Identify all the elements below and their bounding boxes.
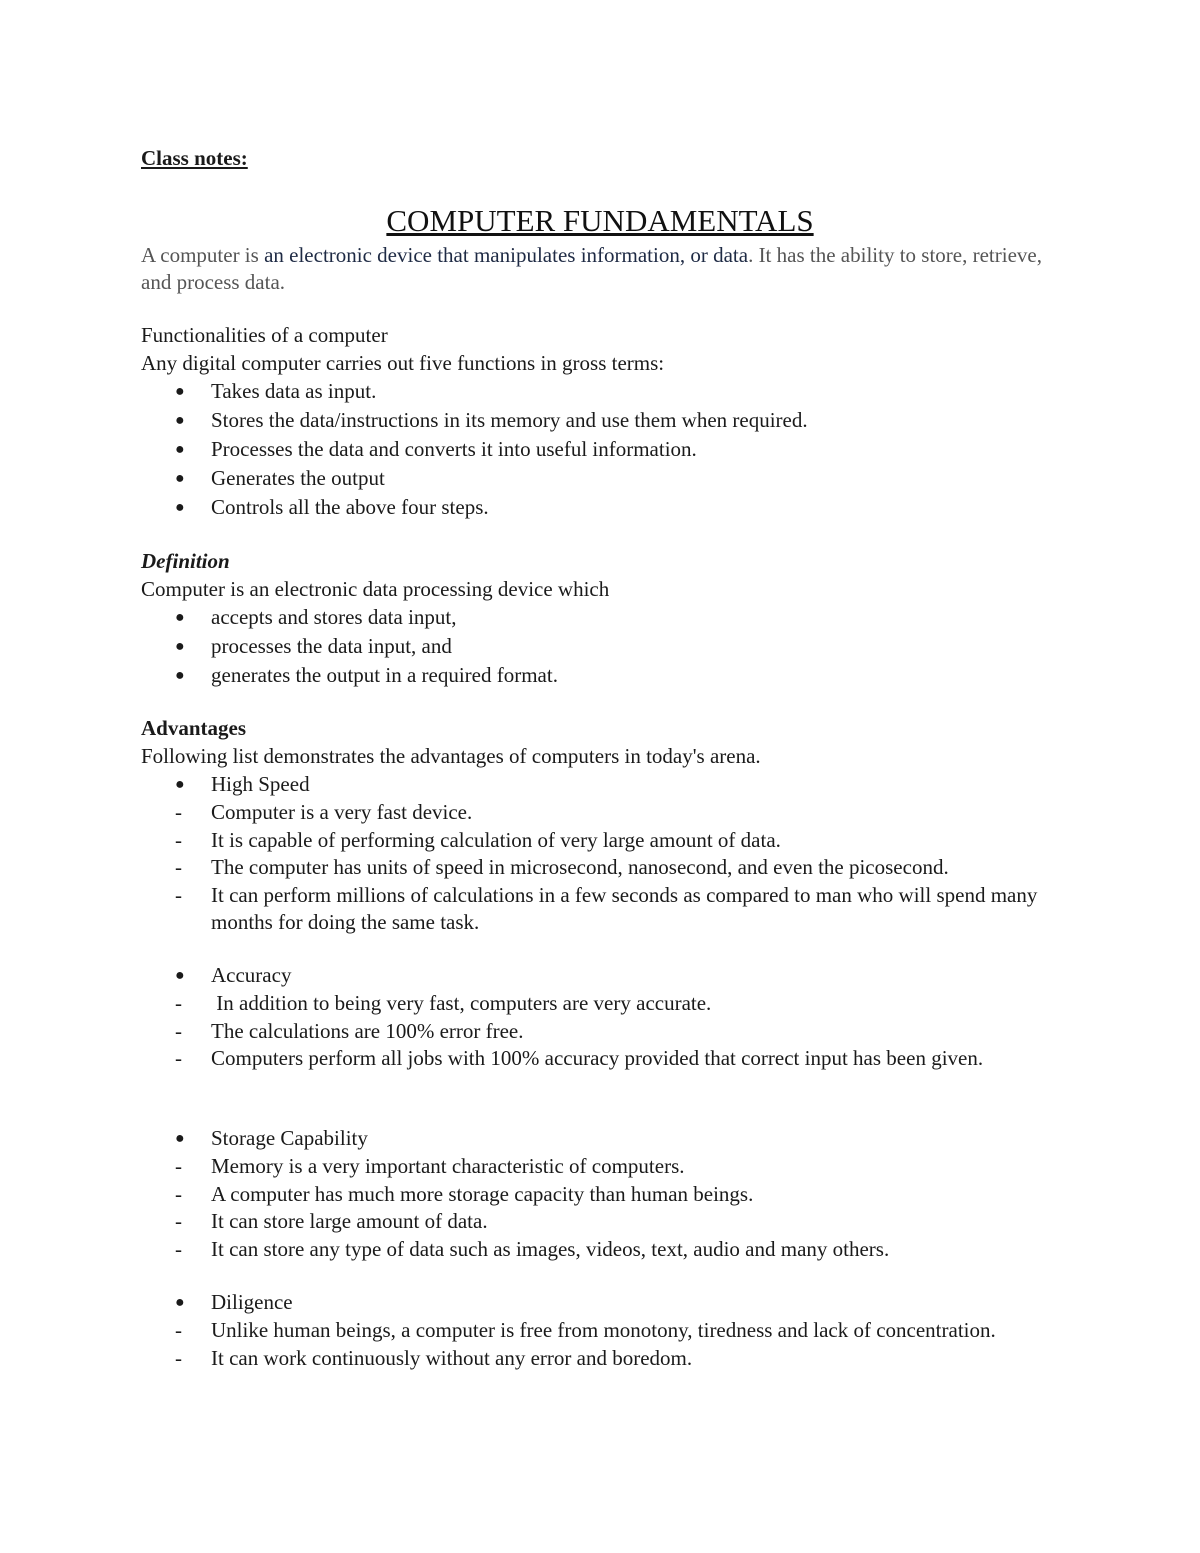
dash-icon: - <box>175 1318 182 1342</box>
list-item-text: Computer is a very fast device. <box>211 800 473 824</box>
list-item-text: Takes data as input. <box>211 379 377 403</box>
list-item-text: Unlike human beings, a computer is free from monotony, tiredness and lack of concentration. <box>211 1318 996 1342</box>
list-item <box>141 632 1061 661</box>
advantage-points <box>141 799 1061 937</box>
bullet-icon: ● <box>175 638 185 655</box>
advantage-points <box>141 1317 1061 1372</box>
definition-list <box>141 603 1061 690</box>
definition-heading: Definition <box>141 549 230 573</box>
bullet-icon: ● <box>175 470 185 487</box>
document-title: COMPUTER FUNDAMENTALS <box>386 203 814 238</box>
advantage-group-storage-capability <box>141 1124 1061 1263</box>
dash-icon: - <box>175 1018 182 1043</box>
list-item <box>141 1018 1061 1046</box>
advantage-title-text: High Speed <box>211 772 310 796</box>
list-item-text: In addition to being very fast, computers are very accurate. <box>211 991 712 1015</box>
bullet-icon: ● <box>175 776 185 793</box>
advantages-section <box>141 714 1061 770</box>
advantage-group-high-speed <box>141 770 1061 937</box>
list-item-text: Controls all the above four steps. <box>211 495 489 519</box>
intro-text-part3: . It has the ability to store, retrieve, and process data. <box>141 243 1042 294</box>
list-item <box>141 827 1061 855</box>
list-item-text: The calculations are 100% error free. <box>211 1018 524 1043</box>
list-item <box>141 464 1061 493</box>
intro-paragraph <box>141 242 1061 296</box>
list-item-text: generates the output in a required format. <box>211 663 558 687</box>
intro-text-part1: A computer is <box>141 243 265 267</box>
list-item-text: Generates the output <box>211 466 385 490</box>
list-item-text: accepts and stores data input, <box>211 605 457 629</box>
bullet-icon: ● <box>175 967 185 984</box>
list-item <box>141 1045 1061 1073</box>
advantage-title <box>141 961 1061 990</box>
dash-icon: - <box>175 1181 182 1206</box>
functionalities-section <box>141 321 1061 522</box>
list-item <box>141 377 1061 406</box>
list-item-text: Memory is a very important characteristic of computers. <box>211 1154 685 1178</box>
bullet-icon: ● <box>175 412 185 429</box>
dash-icon: - <box>175 1345 182 1370</box>
list-item-text: It can store any type of data such as images, videos, text, audio and many others. <box>211 1236 890 1261</box>
dash-icon: - <box>175 827 182 852</box>
advantages-lead: Following list demonstrates the advantages of computers in today's arena. <box>141 744 761 768</box>
list-item <box>141 799 1061 827</box>
bullet-icon: ● <box>175 1130 185 1147</box>
class-notes-label: Class notes: <box>141 146 248 170</box>
list-item <box>141 882 1061 937</box>
bullet-icon: ● <box>175 499 185 516</box>
definition-lead: Computer is an electronic data processing device which <box>141 577 610 601</box>
advantage-points <box>141 990 1061 1073</box>
list-item <box>141 493 1061 522</box>
list-item-text: A computer has much more storage capacity than human beings. <box>211 1181 754 1206</box>
intro-text-part2: an electronic device that manipulates information, or data <box>264 243 749 267</box>
dash-icon: - <box>175 882 182 907</box>
advantage-title <box>141 1288 1061 1317</box>
bullet-icon: ● <box>175 441 185 458</box>
list-item <box>141 661 1061 690</box>
list-item <box>141 1153 1061 1181</box>
functionalities-lead: Any digital computer carries out five functions in gross terms: <box>141 351 665 375</box>
dash-icon: - <box>175 1154 182 1178</box>
list-item <box>141 1236 1061 1264</box>
list-item-text: Processes the data and converts it into useful information. <box>211 437 697 461</box>
list-item <box>141 854 1061 882</box>
list-item-text: Stores the data/instructions in its memory and use them when required. <box>211 408 808 432</box>
advantage-points <box>141 1153 1061 1263</box>
list-item <box>141 603 1061 632</box>
list-item <box>141 435 1061 464</box>
bullet-icon: ● <box>175 1294 185 1311</box>
list-item <box>141 990 1061 1018</box>
list-item-text: It can work continuously without any error and boredom. <box>211 1345 693 1370</box>
list-item <box>141 1181 1061 1209</box>
advantage-title-text: Diligence <box>211 1290 293 1314</box>
advantage-title-text: Accuracy <box>211 963 292 987</box>
dash-icon: - <box>175 855 182 879</box>
advantage-title <box>141 1124 1061 1153</box>
dash-icon: - <box>175 800 182 824</box>
advantages-heading: Advantages <box>141 716 247 740</box>
list-item <box>141 1208 1061 1236</box>
dash-icon: - <box>175 1209 182 1233</box>
functionalities-heading: Functionalities of a computer <box>141 323 388 347</box>
definition-section <box>141 547 1061 690</box>
list-item-text: The computer has units of speed in microsecond, nanosecond, and even the picosecond. <box>211 855 949 879</box>
list-item-text: processes the data input, and <box>211 634 452 658</box>
dash-icon: - <box>175 1046 182 1070</box>
dash-icon: - <box>175 1236 182 1261</box>
list-item-text: It is capable of performing calculation of very large amount of data. <box>211 827 781 852</box>
advantage-title <box>141 770 1061 799</box>
functionalities-list <box>141 377 1061 522</box>
bullet-icon: ● <box>175 667 185 684</box>
list-item-text: It can store large amount of data. <box>211 1209 488 1233</box>
list-item-text: It can perform millions of calculations in a few seconds as compared to man who will spend many months for doing the same task. <box>211 882 1038 934</box>
dash-icon: - <box>175 991 182 1015</box>
list-item <box>141 406 1061 435</box>
bullet-icon: ● <box>175 383 185 400</box>
advantage-group-diligence <box>141 1288 1061 1372</box>
list-item-text: Computers perform all jobs with 100% accuracy provided that correct input has been given. <box>211 1046 984 1070</box>
advantage-title-text: Storage Capability <box>211 1126 368 1150</box>
list-item <box>141 1345 1061 1373</box>
list-item <box>141 1317 1061 1345</box>
bullet-icon: ● <box>175 609 185 626</box>
advantage-group-accuracy <box>141 961 1061 1073</box>
